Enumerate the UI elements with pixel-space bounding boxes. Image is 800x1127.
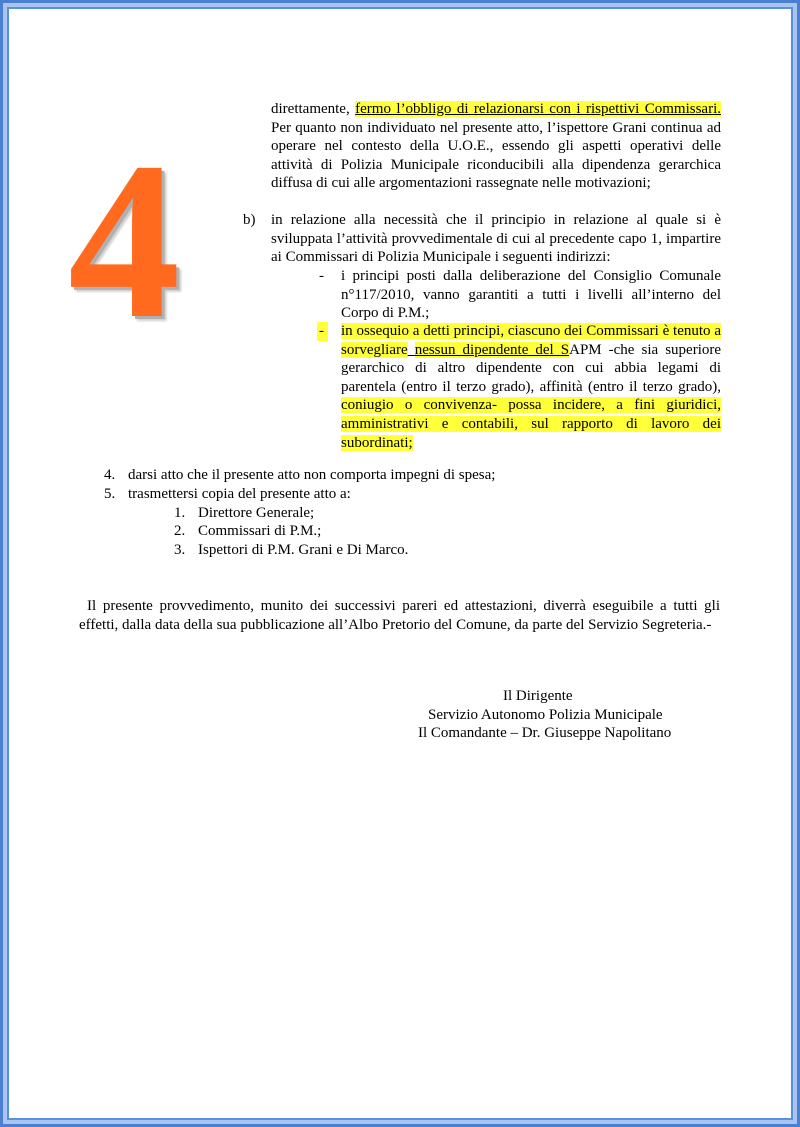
text-segment: APM -che sia superiore gerarchico di altro dipendente con cui abbia legami di parentela (entro il terzo grado), affinità (entro il terzo grado), bbox=[341, 341, 722, 395]
bullet-marker-highlighted: - bbox=[317, 322, 328, 341]
text-segment: Per quanto non individuato nel presente atto, l’ispettore Grani continua ad operare nel contesto della U.O.E., essendo gli aspetti operativi delle attività di Polizia Municipale riconducibili alla dipendenza gerarchica diffusa di cui alle argomentazioni rassegnate nelle motivazioni; bbox=[271, 119, 721, 192]
bullet-marker: - bbox=[319, 268, 324, 284]
item-5-text: trasmettersi copia del presente atto a: bbox=[128, 486, 351, 502]
signature-name: Il Comandante – Dr. Giuseppe Napolitano bbox=[418, 725, 672, 741]
bullet-2-text bbox=[341, 322, 721, 452]
page-number: 4 bbox=[68, 115, 181, 365]
closing-paragraph: Il presente provvedimento, munito dei successivi pareri ed attestazioni, diverrà eseguibile a tutti gli effetti, dalla data della sua pubblicazione all’Albo Pretorio del Comune, da parte del Servizio Segreteria.- bbox=[79, 598, 720, 633]
sub-item-number: 3. bbox=[174, 542, 186, 558]
bullet-1-text: i principi posti dalla deliberazione del Consiglio Comunale n°117/2010, vanno garantiti a tutti i livelli all’interno del Corpo di P.M.; bbox=[341, 268, 721, 322]
item-5-number: 5. bbox=[104, 486, 116, 502]
sub-item-text: Direttore Generale; bbox=[198, 505, 315, 521]
point-b-label: b) bbox=[243, 212, 256, 228]
item-4-text: darsi atto che il presente atto non comporta impegni di spesa; bbox=[128, 467, 496, 483]
sub-item-text: Commissari di P.M.; bbox=[198, 523, 322, 539]
sub-item-text: Ispettori di P.M. Grani e Di Marco. bbox=[198, 542, 409, 558]
highlighted-text: coniugio o convivenza- possa incidere, a fini giuridici, amministrativi e contabili, sul rapporto di lavoro dei subordinati; bbox=[341, 397, 721, 451]
signature-office: Servizio Autonomo Polizia Municipale bbox=[428, 707, 663, 723]
text-segment: direttamente, bbox=[271, 101, 356, 117]
highlighted-text: fermo l’obbligo di relazionarsi con i rispettivi Commissari. bbox=[355, 101, 721, 117]
item-4-number: 4. bbox=[104, 467, 116, 483]
signature-title: Il Dirigente bbox=[503, 688, 573, 704]
point-b-text: in relazione alla necessità che il principio in relazione al quale si è sviluppata l’attività provvedimentale di cui al precedente capo 1, impartire ai Commissari di Polizia Municipale i seguenti indirizzi: bbox=[271, 212, 721, 266]
text-segment bbox=[408, 342, 415, 358]
sub-item-number: 1. bbox=[174, 505, 186, 521]
highlighted-text: in ossequio a detti principi, ciascuno dei Commissari è tenuto a sorvegliare bbox=[341, 323, 721, 358]
highlighted-text: nessun dipendente del S bbox=[414, 341, 570, 358]
paragraph-a-continuation bbox=[271, 100, 721, 193]
sub-item-number: 2. bbox=[174, 523, 186, 539]
